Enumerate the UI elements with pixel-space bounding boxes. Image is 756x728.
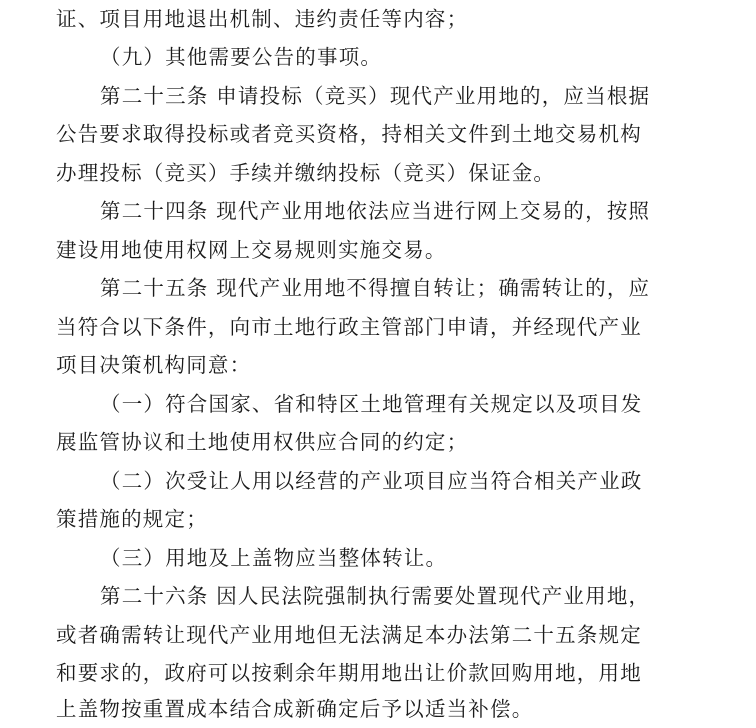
text-line: 第二十六条 因人民法院强制执行需要处置现代产业用地， [100,584,651,608]
text-line: 证、项目用地退出机制、违约责任等内容； [56,7,469,31]
text-line: 策措施的规定； [56,507,208,531]
text-line: （二）次受让人用以经营的产业项目应当符合相关产业政 [100,469,643,493]
text-line: 第二十四条 现代产业用地依法应当进行网上交易的，按照 [100,199,651,223]
text-line: 办理投标（竞买）手续并缴纳投标（竞买）保证金。 [56,161,556,185]
text-line: 第二十五条 现代产业用地不得擅自转让；确需转让的，应 [100,276,651,300]
text-line: 或者确需转让现代产业用地但无法满足本办法第二十五条规定 [56,623,642,647]
text-line: 展监管协议和土地使用权供应合同的约定； [56,430,469,454]
text-line: 和要求的，政府可以按剩余年期用地出让价款回购用地，用地 [56,661,642,685]
text-line: （三）用地及上盖物应当整体转让。 [100,546,448,570]
text-line: 当符合以下条件，向市土地行政主管部门申请，并经现代产业 [56,315,642,339]
text-line: 上盖物按重置成本结合成新确定后予以适当补偿。 [56,697,534,721]
text-line: 公告要求取得投标或者竞买资格，持相关文件到土地交易机构 [56,122,642,146]
text-line: （一）符合国家、省和特区土地管理有关规定以及项目发 [100,392,643,416]
text-line: 项目决策机构同意： [56,353,252,377]
text-line: 建设用地使用权网上交易规则实施交易。 [56,238,447,262]
text-line: 第二十三条 申请投标（竞买）现代产业用地的，应当根据 [100,84,651,108]
text-line: （九）其他需要公告的事项。 [100,45,383,69]
